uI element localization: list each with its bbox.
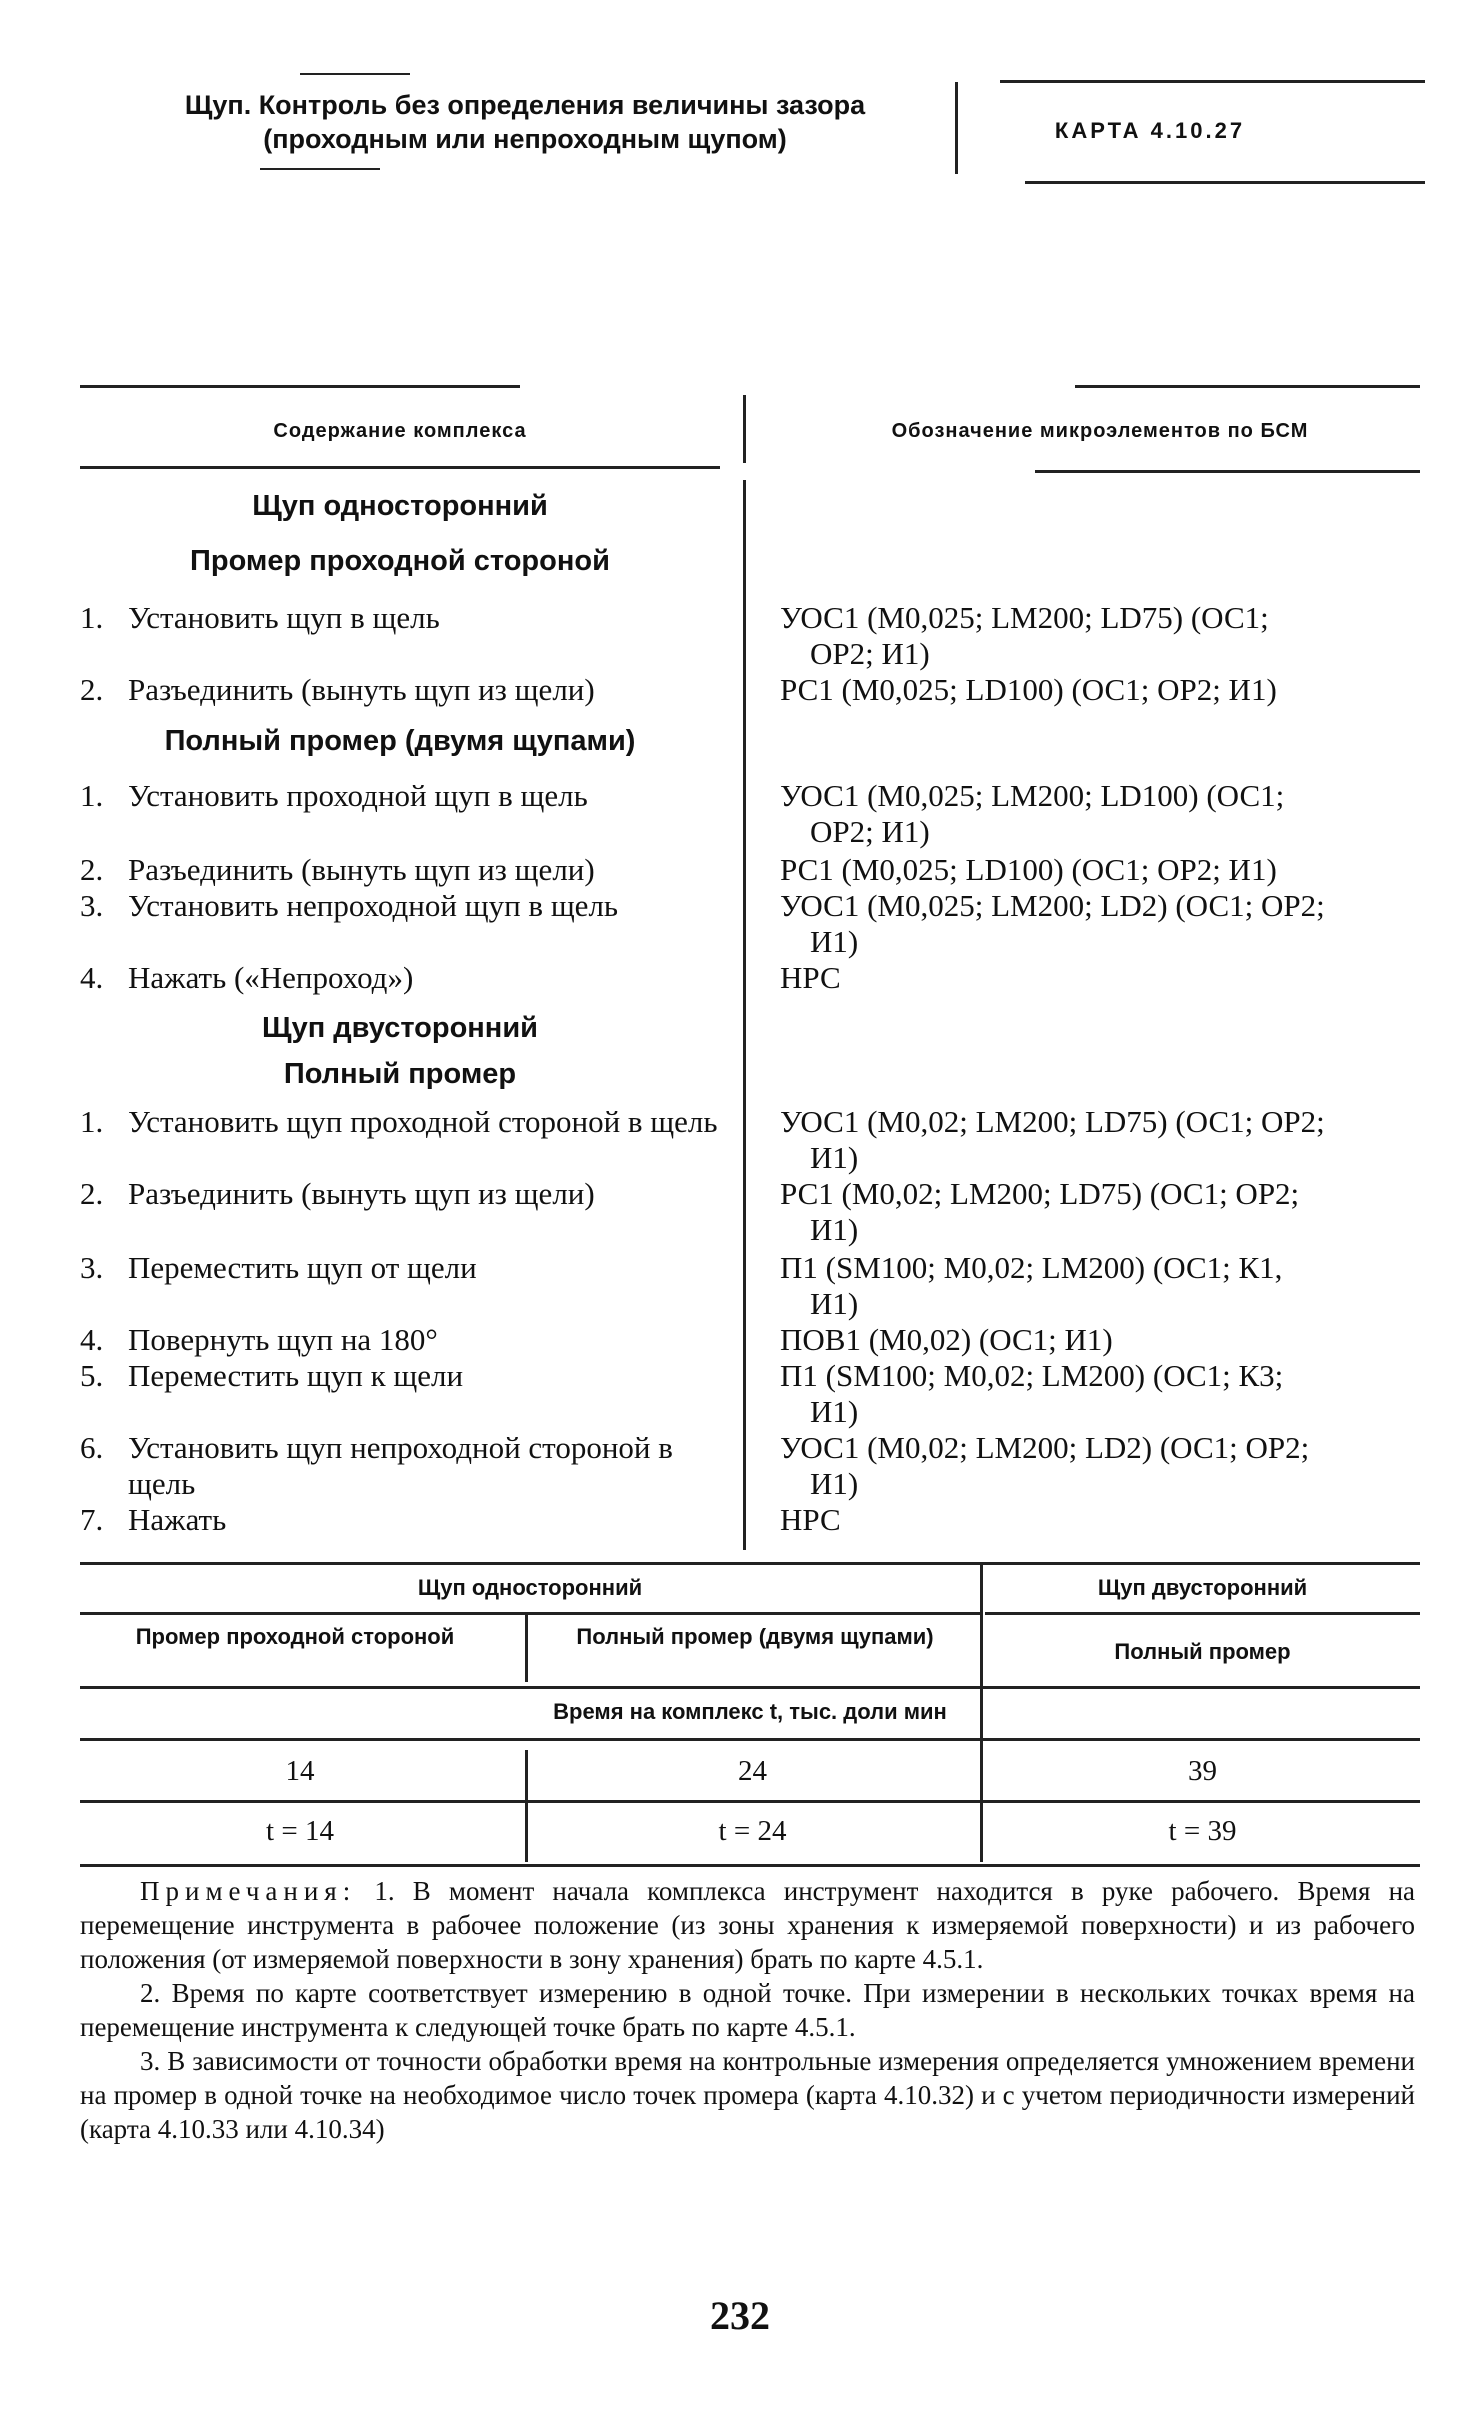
micro-line: РС1 (М0,02; LM200; LD75) (ОС1; ОР2; — [780, 1176, 1300, 1211]
step-text: Установить щуп в щель — [128, 600, 440, 635]
micro-line: РС1 (М0,025; LD100) (ОС1; ОР2; И1) — [780, 852, 1277, 887]
note-2: 2. Время по карте соответствует измерению в одной точке. При измерении в нескольких точках время на перемещение инструмента к следующей точке брать по карте 4.5.1. — [80, 1978, 1415, 2042]
card-number: КАРТА 4.10.27 — [1054, 118, 1246, 143]
table-vdivider-2 — [980, 1750, 983, 1862]
step-text: Установить щуп непроходной стороной в щель — [128, 1430, 673, 1501]
step-text: Повернуть щуп на 180° — [128, 1322, 438, 1357]
micro-line: НРС — [780, 960, 841, 995]
step-number: 3. — [80, 888, 104, 923]
step-number: 2. — [80, 1176, 104, 1211]
step-text: Разъединить (вынуть щуп из щели) — [128, 672, 595, 707]
table-rule-top — [80, 1562, 1420, 1565]
table-rule-bottom — [80, 1864, 1420, 1867]
micro-elements — [780, 888, 1420, 960]
micro-line-cont: И1) — [810, 1212, 859, 1247]
list-item — [80, 1502, 720, 1538]
card-rule-bottom — [1025, 181, 1425, 184]
subsection-full-two-gauges: Полный промер (двумя щупами) — [164, 725, 636, 757]
section-title-two-sided: Щуп двусторонний — [262, 1012, 538, 1044]
list-item — [80, 1104, 720, 1140]
colhead-rule-right-top — [1075, 385, 1420, 388]
title-line-2: (проходным или непроходным щупом) — [263, 124, 787, 154]
column-header-left: Содержание комплекса — [273, 420, 527, 442]
step-text: Переместить щуп от щели — [128, 1250, 477, 1285]
colhead-rule-right-bottom — [1035, 470, 1420, 473]
table-rule-values — [80, 1800, 1420, 1803]
step-number: 4. — [80, 1322, 104, 1357]
table-cell: t = 14 — [266, 1815, 334, 1847]
micro-elements — [780, 778, 1420, 850]
page-number: 232 — [710, 2293, 770, 2338]
note-1-text: 1. В момент начала комплекса инструмент находится в руке рабочего. Время на перемещение инструмента в рабочее положение (из зоны хранения к измеряемой поверхности) и из рабочего положения (от измеряемой поверхности в зону хранения) брать по карте 4.5.1. — [80, 1876, 1416, 1974]
subsection-pass-side: Промер проходной стороной — [190, 545, 610, 577]
list-item — [80, 1250, 720, 1286]
title-rule-top — [300, 73, 410, 75]
table-time-label: Время на комплекс t, тыс. доли мин — [553, 1699, 947, 1724]
micro-line-cont: И1) — [810, 1286, 859, 1321]
step-text: Разъединить (вынуть щуп из щели) — [128, 1176, 595, 1211]
micro-elements — [780, 1430, 1420, 1502]
title-rule-bottom — [260, 168, 380, 170]
table-rule-group-right — [985, 1612, 1420, 1615]
micro-line: РС1 (М0,025; LD100) (ОС1; ОР2; И1) — [780, 672, 1277, 707]
table-group-two-sided: Щуп двусторонний — [1097, 1575, 1308, 1600]
section-title-one-sided: Щуп односторонний — [252, 490, 548, 522]
list-item — [80, 1430, 720, 1502]
micro-line: УОС1 (М0,025; LM200; LD100) (ОС1; — [780, 778, 1285, 813]
column-divider — [743, 480, 746, 1550]
list-item — [80, 600, 720, 636]
list-item — [80, 960, 720, 996]
table-cell: 14 — [285, 1755, 315, 1787]
column-header-right: Обозначение микроэлементов по БСМ — [891, 420, 1309, 442]
table-group-one-sided: Щуп односторонний — [417, 1575, 643, 1600]
table-sub-full-two: Полный промер (двумя щупами) — [576, 1624, 934, 1649]
table-cell: t = 24 — [718, 1815, 787, 1847]
page-title — [95, 88, 955, 156]
table-sub-pass-side: Промер проходной стороной — [135, 1624, 455, 1649]
micro-line: УОС1 (М0,025; LM200; LD2) (ОС1; ОР2; — [780, 888, 1325, 923]
column-divider-top — [743, 395, 746, 463]
list-item — [80, 1358, 720, 1394]
card-rule-top — [1000, 80, 1425, 83]
micro-elements — [780, 1358, 1420, 1430]
step-number: 1. — [80, 778, 104, 813]
micro-elements — [780, 1250, 1420, 1322]
micro-elements — [780, 1502, 1420, 1538]
micro-elements — [780, 1176, 1420, 1248]
micro-line: П1 (SM100; М0,02; LM200) (ОС1; К3; — [780, 1358, 1284, 1393]
micro-elements — [780, 600, 1420, 672]
micro-elements — [780, 960, 1420, 996]
step-number: 1. — [80, 1104, 104, 1139]
step-text: Установить проходной щуп в щель — [128, 778, 588, 813]
table-vdivider-main — [980, 1565, 983, 1765]
table-cell: 39 — [1188, 1755, 1217, 1787]
step-number: 2. — [80, 672, 104, 707]
micro-line: НРС — [780, 1502, 841, 1537]
micro-elements — [780, 852, 1420, 888]
micro-elements — [780, 1104, 1420, 1176]
micro-line-cont: И1) — [810, 1394, 859, 1429]
micro-line: ПОВ1 (М0,02) (ОС1; И1) — [780, 1322, 1113, 1357]
colhead-rule-left-bottom — [80, 466, 720, 469]
notes — [80, 1874, 1415, 2146]
micro-elements — [780, 1322, 1420, 1358]
title-line-1: Щуп. Контроль без определения величины зазора — [184, 90, 866, 120]
list-item — [80, 778, 720, 814]
micro-line-cont: ОР2; И1) — [810, 636, 930, 671]
list-item — [80, 672, 720, 708]
subsection-full: Полный промер — [283, 1058, 517, 1090]
micro-line-cont: И1) — [810, 924, 859, 959]
micro-line: УОС1 (М0,025; LM200; LD75) (ОС1; — [780, 600, 1269, 635]
micro-line: П1 (SM100; М0,02; LM200) (ОС1; К1, — [780, 1250, 1283, 1285]
table-cell: t = 39 — [1168, 1815, 1237, 1847]
table-rule-group — [80, 1612, 980, 1615]
micro-line: УОС1 (М0,02; LM200; LD75) (ОС1; ОР2; — [780, 1104, 1325, 1139]
note-1 — [80, 1874, 1415, 1976]
table-sub-full: Полный промер — [1114, 1639, 1291, 1664]
micro-line-cont: И1) — [810, 1140, 859, 1175]
table-vdivider-sub — [525, 1614, 528, 1682]
step-text: Установить непроходной щуп в щель — [128, 888, 619, 923]
header-divider — [955, 82, 958, 174]
notes-label: Примечания: — [140, 1876, 357, 1906]
table-cell: 24 — [738, 1755, 767, 1787]
micro-line: УОС1 (М0,02; LM200; LD2) (ОС1; ОР2; — [780, 1430, 1310, 1465]
micro-line-cont: И1) — [810, 1466, 859, 1501]
step-text: Переместить щуп к щели — [128, 1358, 464, 1393]
step-number: 6. — [80, 1430, 104, 1465]
table-rule-sub — [80, 1686, 1420, 1689]
table-vdivider-1 — [525, 1750, 528, 1862]
step-number: 2. — [80, 852, 104, 887]
colhead-rule-left-top — [80, 385, 520, 388]
step-number: 3. — [80, 1250, 104, 1285]
list-item — [80, 852, 720, 888]
step-text: Установить щуп проходной стороной в щель — [128, 1104, 718, 1139]
note-3: 3. В зависимости от точности обработки время на контрольные измерения определяется умножением времени на промер в одной точке на необходимое число точек промера (карта 4.10.32) и с учетом периодичности измерений (карта 4.10.33 или 4.10.34) — [80, 2046, 1415, 2144]
table-rule-time — [80, 1738, 1420, 1741]
step-text: Нажать — [128, 1502, 227, 1537]
micro-line-cont: ОР2; И1) — [810, 814, 930, 849]
step-text: Нажать («Непроход») — [128, 960, 414, 995]
step-text: Разъединить (вынуть щуп из щели) — [128, 852, 595, 887]
step-number: 5. — [80, 1358, 104, 1393]
list-item — [80, 1322, 720, 1358]
step-number: 1. — [80, 600, 104, 635]
step-number: 7. — [80, 1502, 104, 1537]
micro-elements — [780, 672, 1420, 708]
step-number: 4. — [80, 960, 104, 995]
list-item — [80, 888, 720, 924]
list-item — [80, 1176, 720, 1212]
